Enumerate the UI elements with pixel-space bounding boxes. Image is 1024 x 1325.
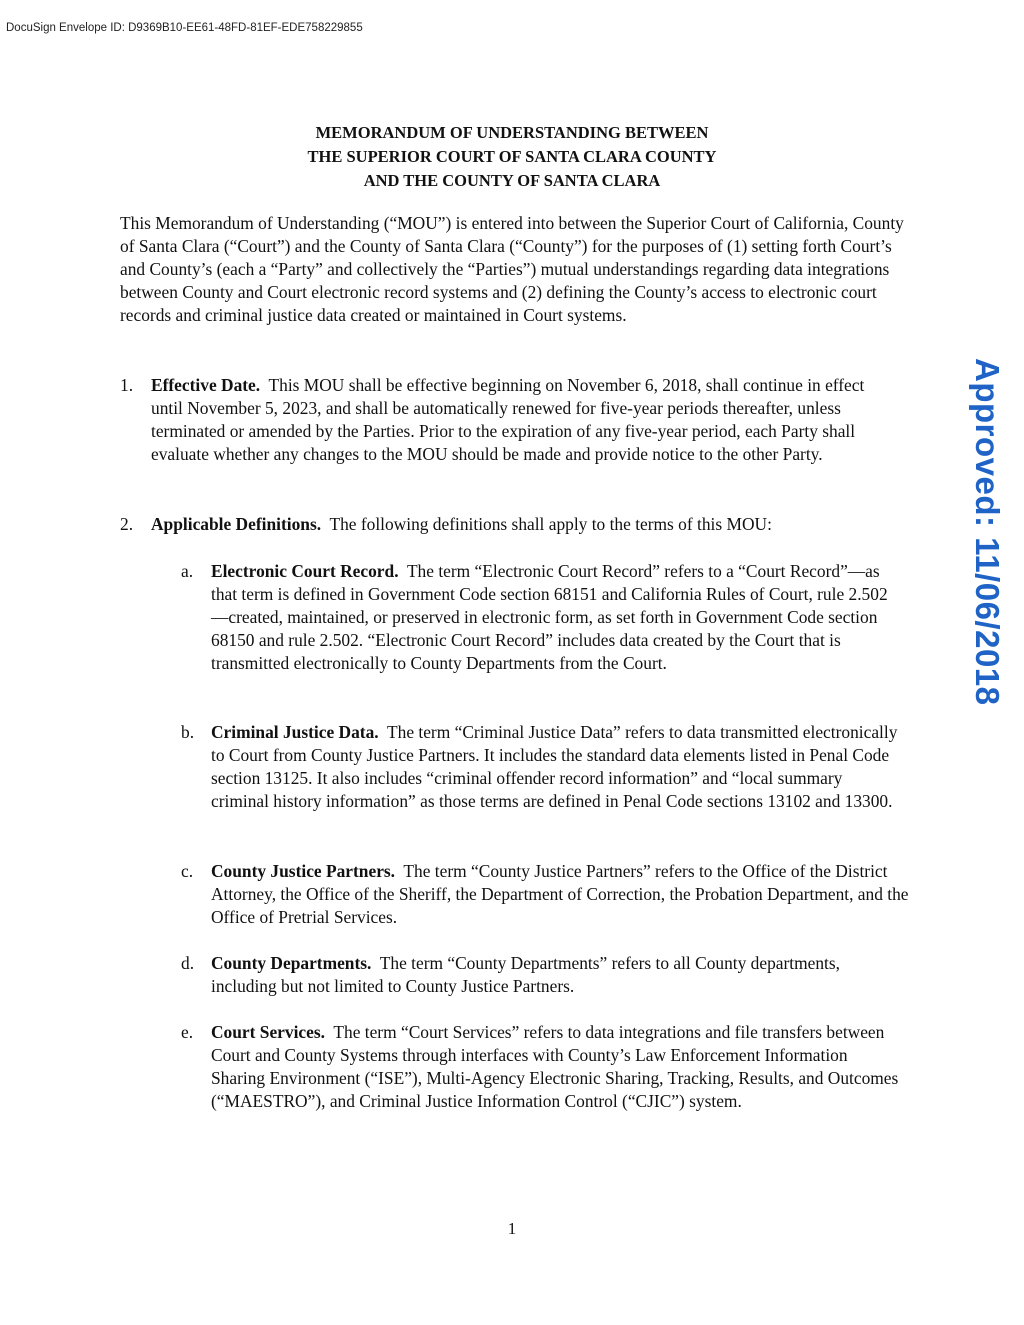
docusign-envelope-id: DocuSign Envelope ID: D9369B10-EE61-48FD-81EF-EDE758229855 <box>6 22 363 34</box>
definition-e-heading: Court Services. <box>211 1022 325 1042</box>
definition-b-letter: b. <box>181 722 195 742</box>
document-title <box>150 121 874 193</box>
section-1-number: 1. <box>120 375 134 395</box>
page-number: 1 <box>507 1219 517 1238</box>
definition-e-text: The term “Court Services” refers to data integrations and file transfers between Court and County Systems through interfaces with County’s Law Enforcement Information Sharing Environment (“ISE”), Multi-Agency Electronic Sharing, Tracking, Results, and Outcomes (“MAESTRO”), and Criminal Justice Information Control (“CJIC”) system. <box>211 1022 899 1112</box>
definition-a <box>211 560 901 675</box>
definition-a-heading: Electronic Court Record. <box>211 561 399 581</box>
intro-paragraph: This Memorandum of Understanding (“MOU”) is entered into between the Superior Court of California, County of Santa Clara (“Court”) and the County of Santa Clara (“County”) for the purposes of (1) setting forth Court’s and County’s (each a “Party” and collectively the “Parties”) mutual understandings regarding data integrations between County and Court electronic record systems and (2) defining the County’s access to electronic court records and criminal justice data created or maintained in Court systems. <box>120 213 904 326</box>
definition-d-text: The term “County Departments” refers to all County departments, including but not limited to County Justice Partners. <box>211 953 840 997</box>
definition-d-letter: d. <box>181 953 195 973</box>
definition-b <box>211 721 901 813</box>
section-1-heading: Effective Date. <box>151 375 261 395</box>
title-line-2: THE SUPERIOR COURT OF SANTA CLARA COUNTY <box>307 147 717 166</box>
definition-c-heading: County Justice Partners. <box>211 861 396 881</box>
definition-d-heading: County Departments. <box>211 953 372 973</box>
section-2-heading: Applicable Definitions. <box>151 514 322 534</box>
approved-stamp: Approved: 11/06/2018 <box>969 358 1006 706</box>
definition-d <box>211 952 901 998</box>
section-1-text: This MOU shall be effective beginning on November 6, 2018, shall continue in effect until November 5, 2023, and shall be automatically renewed for five-year periods thereafter, unless terminated or amended by the Parties. Prior to the expiration of any five-year period, each Party shall evaluate whether any changes to the MOU should be made and provide notice to the other Party. <box>151 375 865 465</box>
definition-c-letter: c. <box>181 861 194 881</box>
definition-c <box>211 860 911 929</box>
definition-e-letter: e. <box>181 1022 194 1042</box>
definition-a-letter: a. <box>181 561 194 581</box>
definition-b-heading: Criminal Justice Data. <box>211 722 379 742</box>
definition-e <box>211 1021 901 1113</box>
section-1-effective-date <box>151 374 891 466</box>
section-2-definitions <box>151 513 891 536</box>
title-line-3: AND THE COUNTY OF SANTA CLARA <box>363 171 661 190</box>
section-2-text: The following definitions shall apply to the terms of this MOU: <box>329 514 772 534</box>
title-line-1: MEMORANDUM OF UNDERSTANDING BETWEEN <box>315 123 709 142</box>
section-2-number: 2. <box>120 514 134 534</box>
definition-c-text: The term “County Justice Partners” refers to the Office of the District Attorney, the Office of the Sheriff, the Department of Correction, the Probation Department, and the Office of Pretrial Services. <box>211 861 909 928</box>
definition-a-text: The term “Electronic Court Record” refers to a “Court Record”—as that term is defined in Government Code section 68151 and California Rules of Court, rule 2.502—created, maintained, or preserved in electronic form, as set forth in Government Code section 68150 and rule 2.502. “Electronic Court Record” includes data created by the Court that is transmitted electronically to County Departments from the Court. <box>211 561 888 674</box>
definition-b-text: The term “Criminal Justice Data” refers to data transmitted electronically to Court from County Justice Partners. It includes the standard data elements listed in Penal Code section 13125. It also includes “criminal offender record information” and “local summary criminal history information” as those terms are defined in Penal Code sections 13102 and 13300. <box>211 722 898 812</box>
